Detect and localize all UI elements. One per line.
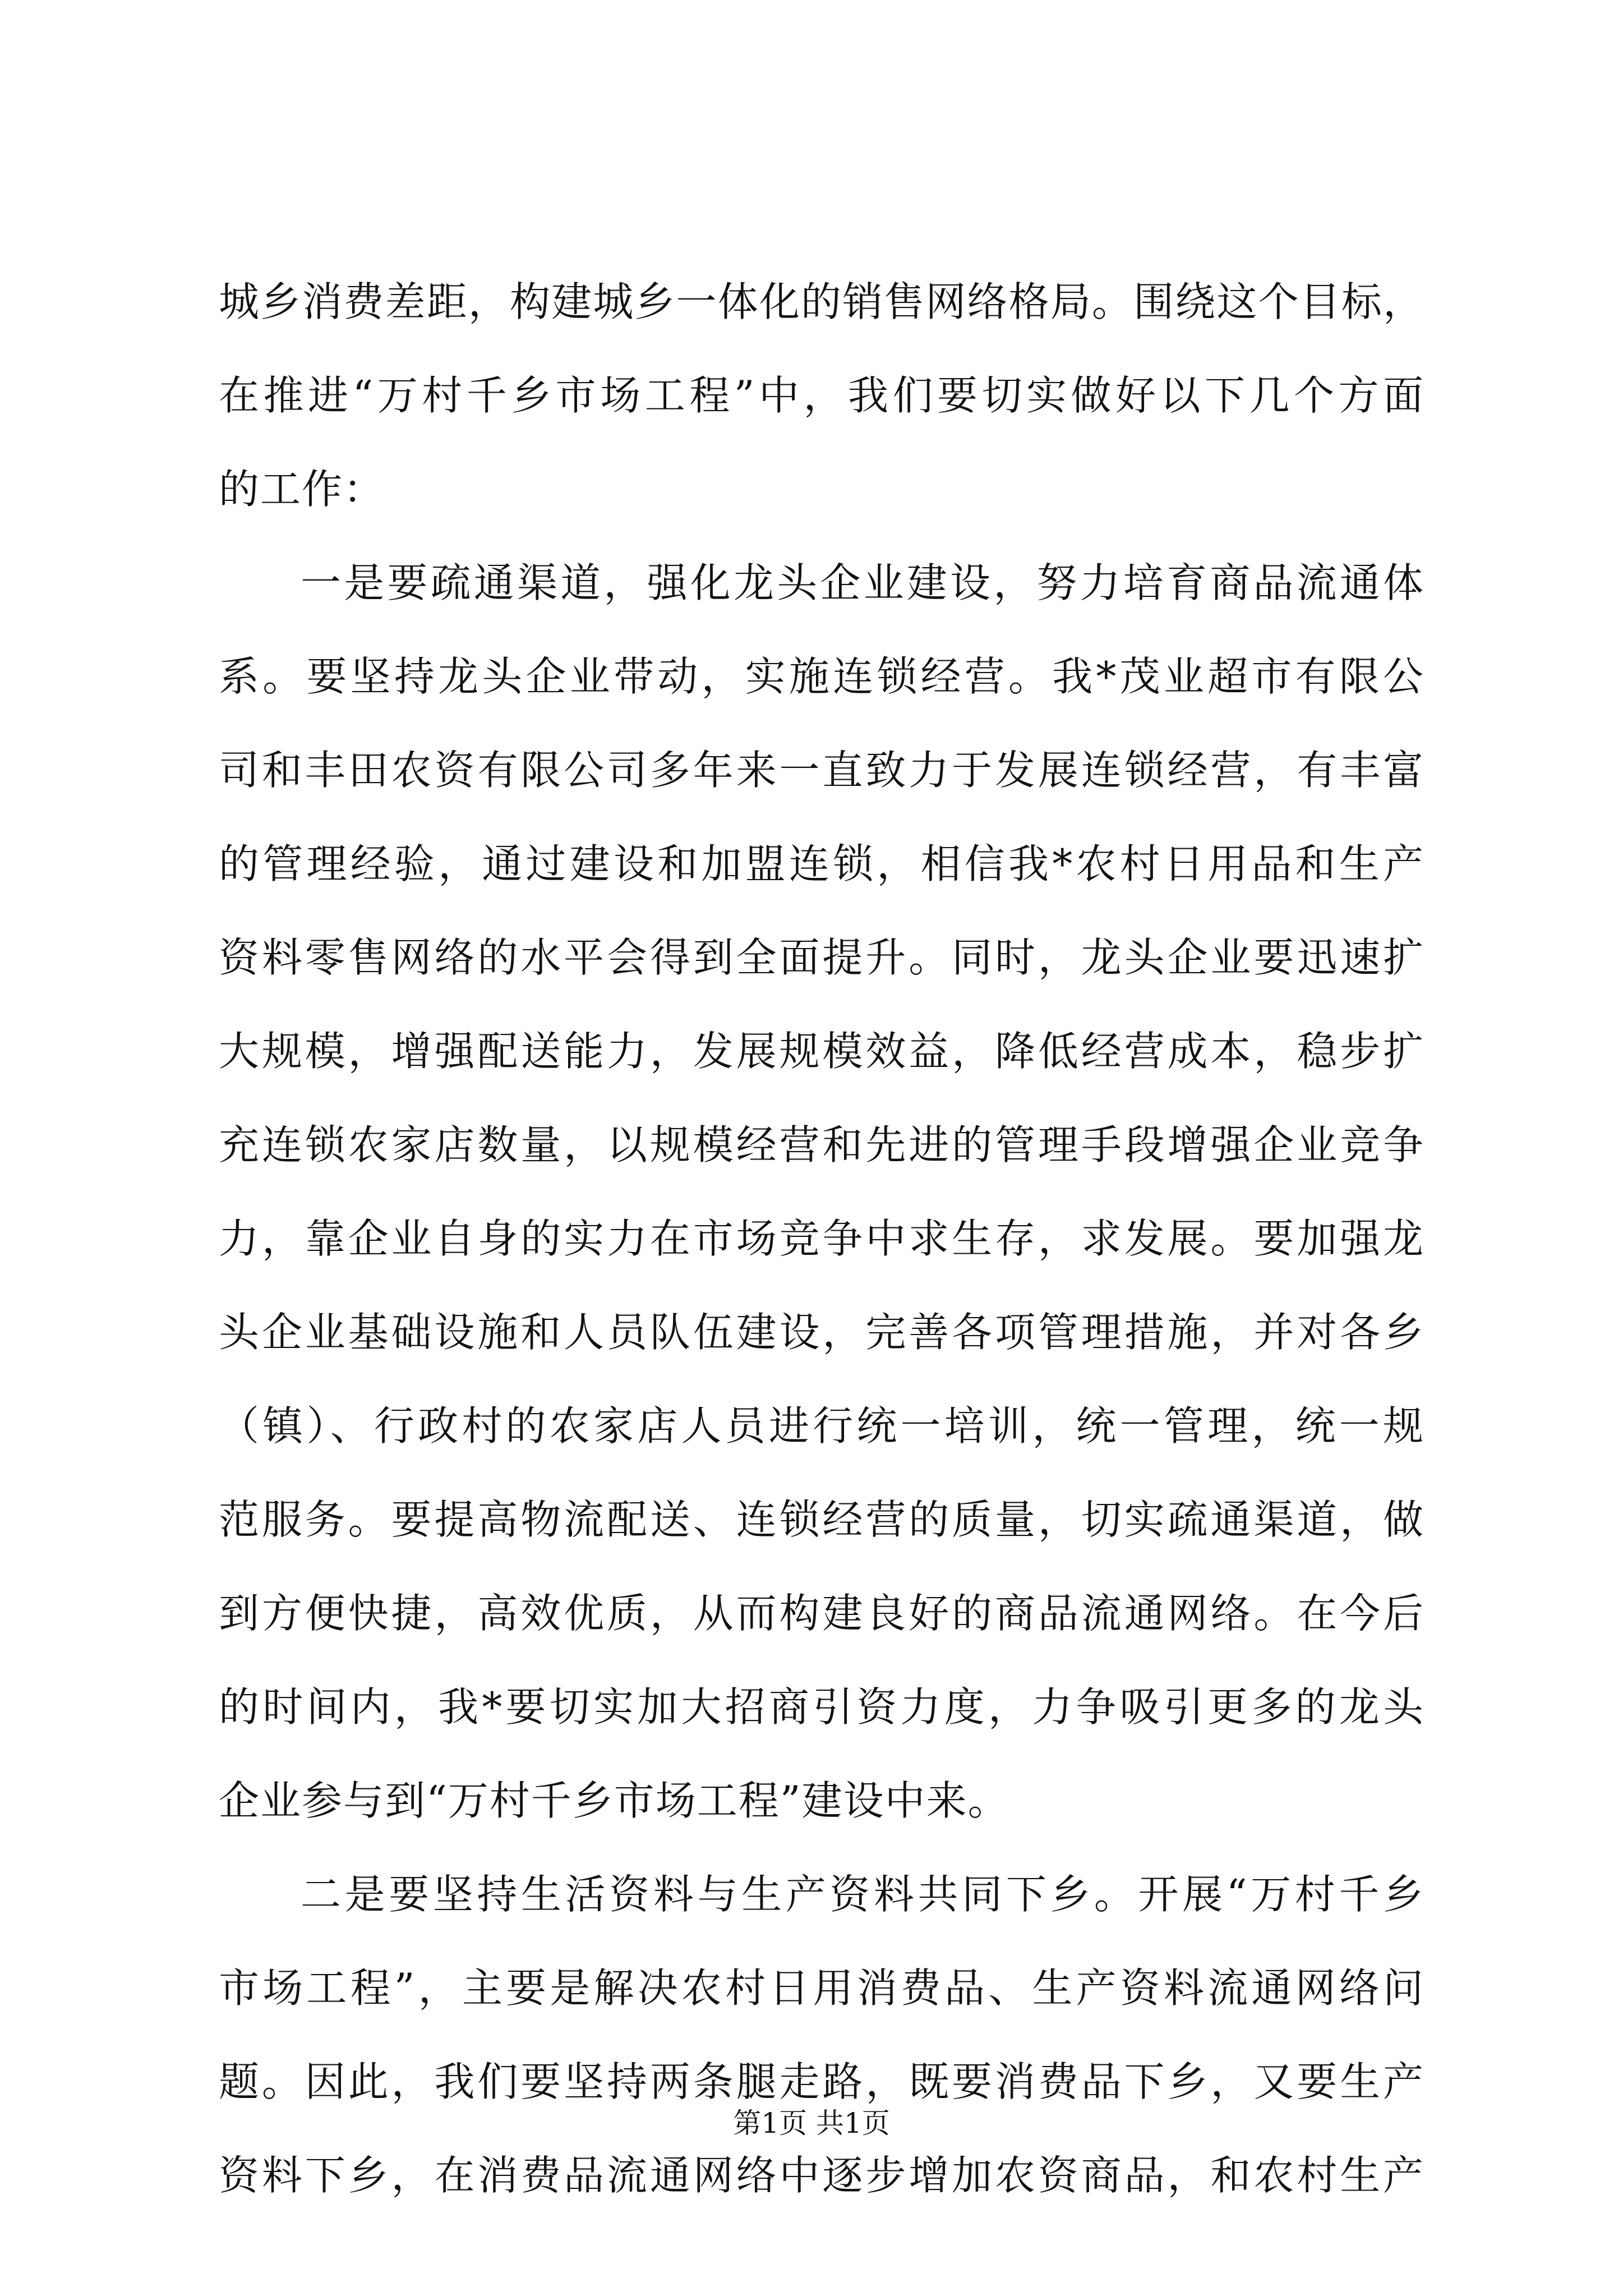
- paragraph-first-line: 二是要坚持生活资料与生产资料共同下乡。开展“万村千乡: [301, 1871, 1424, 1918]
- text-line: 系。要坚持龙头企业带动，实施连锁经营。我*茂业超市有限公: [219, 653, 1424, 700]
- text-line: 的管理经验，通过建设和加盟连锁，相信我*农村日用品和生产: [219, 840, 1424, 887]
- text-line: 资料零售网络的水平会得到全面提升。同时，龙头企业要迅速扩: [219, 934, 1424, 981]
- text-line: 在推进“万村千乡市场工程”中，我们要切实做好以下几个方面: [219, 372, 1424, 419]
- text-line: （镇）、行政村的农家店人员进行统一培训，统一管理，统一规: [219, 1402, 1424, 1450]
- page-footer: 第1页 共1页: [733, 2107, 890, 2139]
- text-line: 城乡消费差距，构建城乡一体化的销售网络格局。围绕这个目标，: [219, 278, 1424, 325]
- text-line: 力，靠企业自身的实力在市场竞争中求生存，求发展。要加强龙: [219, 1215, 1424, 1262]
- text-line: 充连锁农家店数量，以规模经营和先进的管理手段增强企业竞争: [219, 1121, 1424, 1168]
- text-line: 范服务。要提高物流配送、连锁经营的质量，切实疏通渠道，做: [219, 1496, 1424, 1543]
- text-line: 头企业基础设施和人员队伍建设，完善各项管理措施，并对各乡: [219, 1309, 1424, 1356]
- text-line: 的工作：: [219, 466, 385, 513]
- document-body: [219, 255, 1424, 2223]
- text-line: 到方便快捷，高效优质，从而构建良好的商品流通网络。在今后: [219, 1590, 1424, 1637]
- text-line: 资料下乡，在消费品流通网络中逐步增加农资商品，和农村生产: [219, 2152, 1424, 2199]
- text-line: 司和丰田农资有限公司多年来一直致力于发展连锁经营，有丰富: [219, 747, 1424, 794]
- text-line: 市场工程”，主要是解决农村日用消费品、生产资料流通网络问: [219, 1964, 1424, 2012]
- text-line: 的时间内，我*要切实加大招商引资力度，力争吸引更多的龙头: [219, 1683, 1424, 1731]
- text-line: 大规模，增强配送能力，发展规模效益，降低经营成本，稳步扩: [219, 1028, 1424, 1075]
- paragraph-first-line: 一是要疏通渠道，强化龙头企业建设，努力培育商品流通体: [301, 559, 1424, 606]
- text-line: 企业参与到“万村千乡市场工程”建设中来。: [219, 1777, 1009, 1824]
- text-line: 题。因此，我们要坚持两条腿走路，既要消费品下乡，又要生产: [219, 2058, 1424, 2105]
